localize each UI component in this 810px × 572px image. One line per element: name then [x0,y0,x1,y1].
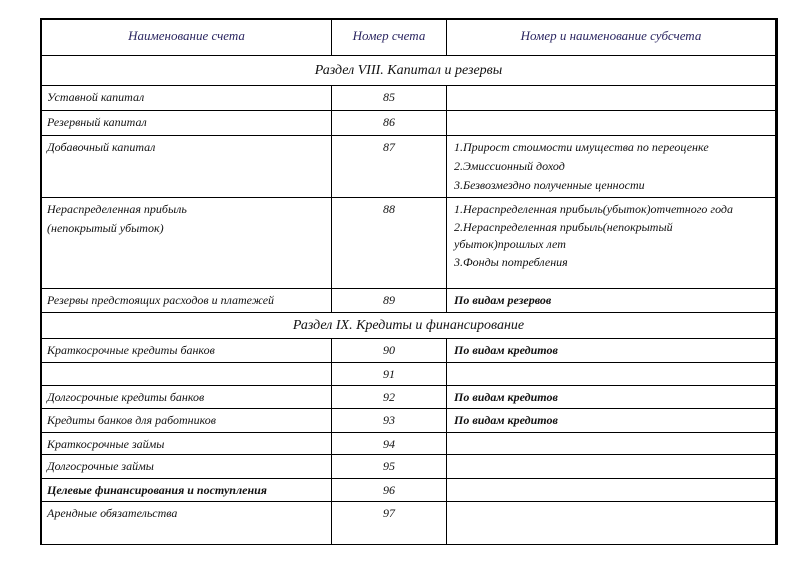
table-row [42,136,775,198]
account-name: Краткосрочные кредиты банков [47,343,215,357]
account-name: Резервный капитал [47,115,147,129]
subaccount-item: 2.Эмиссионный доход [454,159,565,173]
table-row [42,386,775,409]
subaccount-item: По видам кредитов [454,390,558,404]
account-name: Краткосрочные займы [47,437,165,451]
chart-of-accounts-table [40,18,778,545]
section-header-row [42,313,775,339]
subaccount-item: По видам кредитов [454,343,558,357]
account-number: 87 [383,140,395,154]
subaccount-item: 3.Фонды потребления [454,255,568,269]
account-number: 89 [383,293,395,307]
table-row [42,339,775,363]
header-subaccount: Номер и наименование субсчета [520,28,702,43]
account-name: Целевые финансирования и поступления [47,483,267,497]
account-name: Арендные обязательства [47,506,178,520]
section-header-row [42,56,775,86]
account-number: 90 [383,343,395,357]
account-name: Резервы предстоящих расходов и платежей [47,293,275,307]
section-title: Раздел VIII. Капитал и резервы [314,62,503,78]
account-number: 95 [383,459,395,473]
subaccount-item: По видам кредитов [454,413,558,427]
table-row [42,289,775,313]
account-number: 94 [383,437,395,451]
subaccount-item: По видам резервов [454,293,552,307]
account-number: 92 [383,390,395,404]
account-number: 97 [383,506,395,520]
header-account-number: Номер счета [352,28,426,43]
table-row [42,86,775,111]
account-number: 96 [383,483,395,497]
account-name-continued: (непокрытый убыток) [47,221,164,235]
section-title: Раздел IX. Кредиты и финансирование [292,317,525,333]
table-row [42,455,775,479]
subaccount-item: 2.Нераспределенная прибыль(непокрытый [454,220,673,234]
account-number: 86 [383,115,395,129]
account-number: 91 [383,367,395,381]
subaccount-item: 3.Безвозмездно полученные ценности [454,178,645,192]
account-name: Добавочный капитал [47,140,156,154]
table-row [42,502,775,544]
table-row [42,363,775,386]
table-header-row [42,20,775,56]
table-row [42,479,775,502]
account-number: 93 [383,413,395,427]
account-name: Кредиты банков для работников [47,413,216,427]
subaccount-item: 1.Нераспределенная прибыль(убыток)отчетного года [454,202,733,216]
account-name: Долгосрочные займы [47,459,154,473]
account-number: 88 [383,202,395,216]
account-name: Уставной капитал [47,90,145,104]
subaccount-item: 1.Прирост стоимости имущества по переоценке [454,140,709,154]
subaccount-item-continued: убыток)прошлых лет [454,237,566,251]
table-row [42,111,775,136]
account-name: Нераспределенная прибыль [47,202,187,216]
header-account-name: Наименование счета [128,28,245,43]
table-row [42,198,775,289]
table-row [42,409,775,433]
account-number: 85 [383,90,395,104]
table-row [42,433,775,455]
account-name: Долгосрочные кредиты банков [47,390,205,404]
